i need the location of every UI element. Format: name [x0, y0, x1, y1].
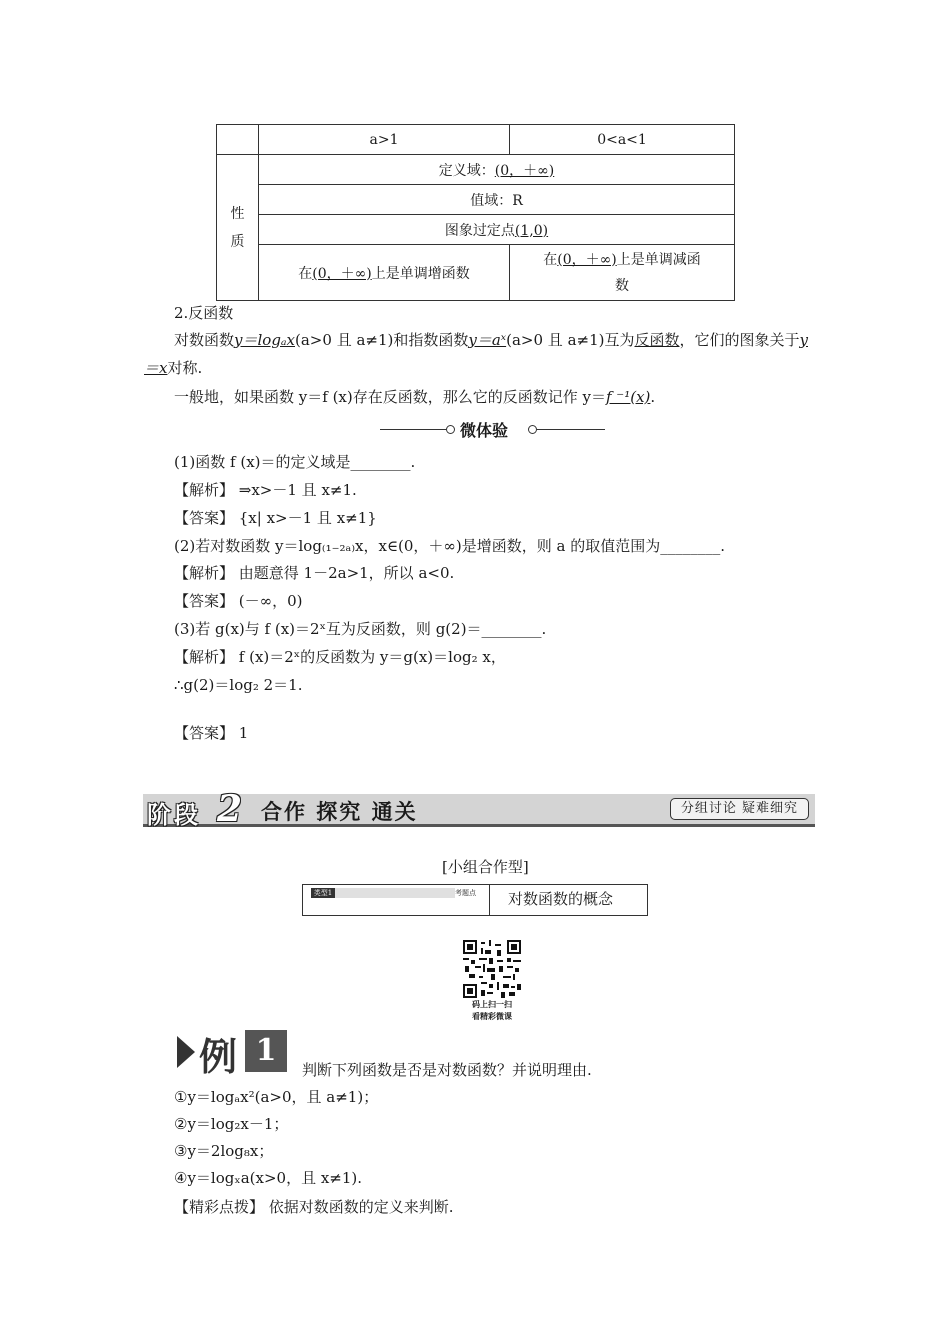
example-item-2: ②y＝log₂x－1； [174, 1115, 289, 1133]
example-item-4: ④y＝logₓa(x>0，且 x≠1). [174, 1169, 363, 1187]
example-hint: 【精彩点拨】 依据对数函数的定义来判断. [174, 1198, 454, 1216]
stage-number: 2 [217, 788, 243, 830]
stage-side-label: 分组讨论 疑难细究 [670, 798, 809, 820]
type-title: 对数函数的概念 [508, 890, 614, 908]
domain-cell: 定义域：(0，＋∞) [259, 155, 735, 185]
exercise-2: (2)若对数函数 y＝log₍₁₋₂ₐ₎x，x∈(0，＋∞)是增函数，则 a 的取值范围为________. [174, 537, 726, 555]
properties-side-label: 性 质 [217, 155, 259, 301]
exercise-1-answer: 【答案】 {x| x>－1 且 x≠1} [174, 509, 377, 527]
weitiyan-title: 微体验 [460, 421, 509, 440]
qr-caption: 码上扫一扫 看精彩微课 [472, 999, 512, 1021]
exercise-1-analysis: 【解析】 ⇒x>－1 且 x≠1. [174, 481, 357, 499]
example-prompt: 判断下列函数是否是对数函数？并说明理由. [302, 1061, 592, 1079]
exercise-3-analysis: 【解析】 f (x)＝2ˣ的反函数为 y＝g(x)＝log₂ x， [174, 648, 506, 666]
example-number: 1 [245, 1030, 287, 1072]
type-tag-2: 考题点 [455, 889, 476, 897]
type-tag: 类型1 [311, 888, 335, 898]
fixed-point-cell: 图象过定点(1,0) [259, 215, 735, 245]
exercise-3: (3)若 g(x)与 f (x)＝2ˣ互为反函数，则 g(2)＝________. [174, 620, 547, 638]
header-a-between-0-1: 0<a<1 [510, 125, 735, 155]
stage-label: 阶段 [147, 800, 201, 829]
example-item-1: ①y＝logₐx²(a>0，且 a≠1)； [174, 1088, 379, 1106]
log-function-properties-table [216, 124, 735, 301]
exercise-2-analysis: 【解析】 由题意得 1－2a>1，所以 a<0. [174, 564, 455, 582]
exercise-3-answer: 【答案】 1 [174, 724, 249, 742]
exercise-3-analysis-cont: ∴g(2)＝log₂ 2＝1. [174, 676, 303, 694]
stage-banner [143, 788, 815, 830]
arrow-icon [177, 1036, 195, 1068]
stage-title: 合作 探究 通关 [261, 799, 418, 824]
decreasing-cell: 在(0，＋∞)上是单调减函 数 [510, 245, 735, 301]
table-corner-cell [217, 125, 259, 155]
inverse-paragraph-2: 一般地，如果函数 y＝f (x)存在反函数，那么它的反函数记作 y＝f ⁻¹(x). [174, 388, 656, 406]
qr-code-icon[interactable] [463, 940, 521, 998]
header-a-gt-1: a>1 [259, 125, 510, 155]
example-badge [177, 1030, 287, 1079]
example-label: 例 [199, 1034, 238, 1079]
type-box [302, 884, 648, 916]
inverse-paragraph-1: 对数函数y＝logₐx(a>0 且 a≠1)和指数函数y＝aˣ(a>0 且 a≠1)互为反函数，它们的图象关于y＝x对称. [144, 331, 808, 377]
exercise-1: (1)函数 f (x)＝的定义域是________. [174, 453, 416, 471]
example-item-3: ③y＝2log₈x； [174, 1142, 274, 1160]
section-heading-inverse: 2.反函数 [174, 304, 234, 322]
weitiyan-divider [380, 418, 605, 442]
group-type-heading: [小组合作型] [442, 858, 529, 876]
exercise-2-answer: 【答案】 (－∞，0) [174, 592, 303, 610]
range-cell: 值域：R [259, 185, 735, 215]
increasing-cell: 在(0，＋∞)上是单调增函数 [259, 245, 510, 301]
